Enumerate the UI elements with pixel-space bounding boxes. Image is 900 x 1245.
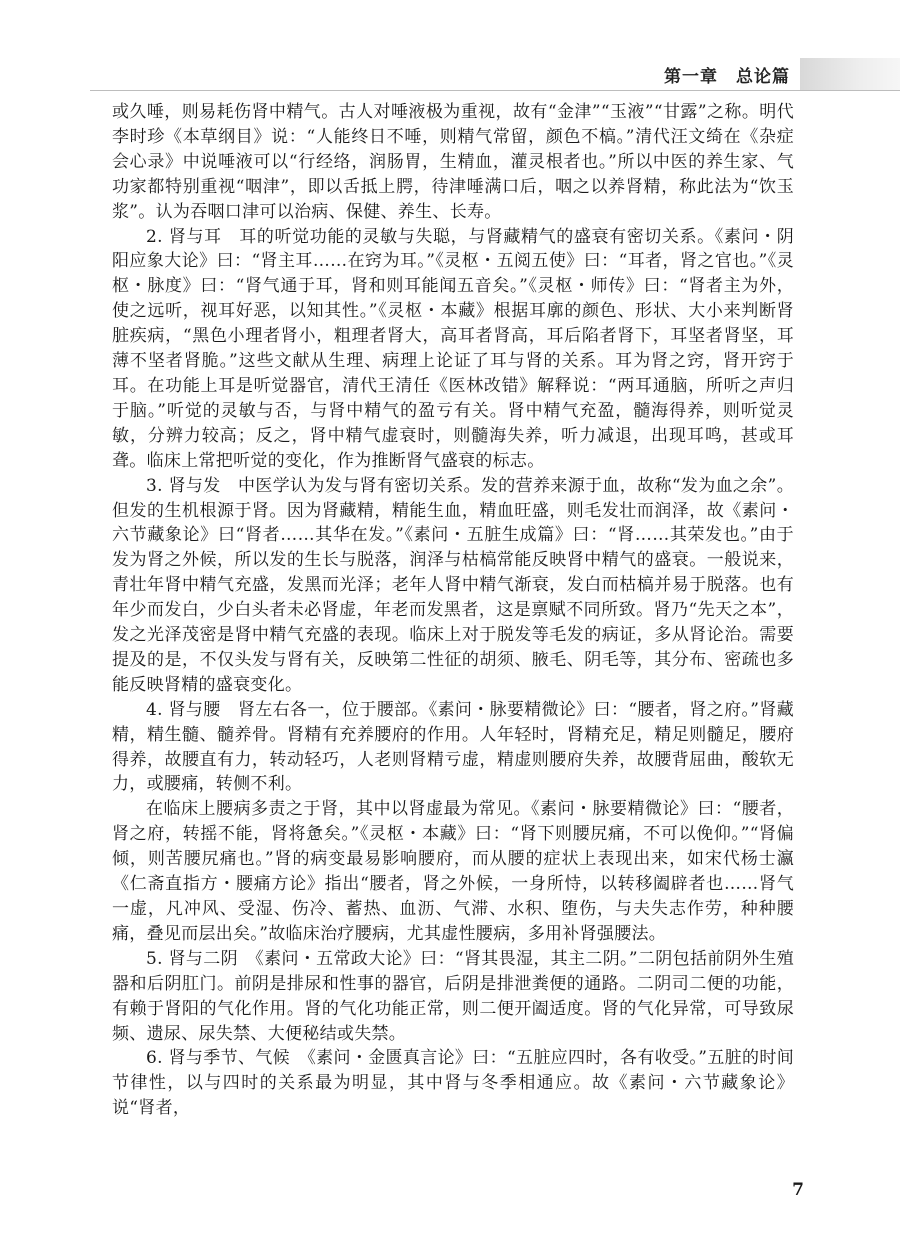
paragraph: 2. 肾与耳 耳的听觉功能的灵敏与失聪，与肾藏精气的盛衰有密切关系。《素问・阴阳应象大论》曰：“肾主耳……在窍为耳。”《灵枢・五阅五使》曰：“耳者，肾之官也。”《灵枢・脉度》曰：“肾气通于耳，肾和则耳能闻五音矣。”《灵枢・师传》曰：“肾者主为外，使之远听，视耳好恶，以知其性。”《灵枢・本藏》根据耳廓的颜色、形状、大小来判断肾脏疾病，“黑色小理者肾小，粗理者肾大，高耳者肾高，耳后陷者肾下，耳坚者肾坚，耳薄不坚者肾脆。”这些文献从生理、病理上论证了耳与肾的关系。耳为肾之窍，肾开窍于耳。在功能上耳是听觉器官，清代王清任《医林改错》解释说：“两耳通脑，所听之声归于脑。”听觉的灵敏与否，与肾中精气的盈亏有关。肾中精气充盈，髓海得养，则听觉灵敏，分辨力较高；反之，肾中精气虚衰时，则髓海失养，听力减退，出现耳鸣，甚或耳聋。临床上常把听觉的变化，作为推断肾气盛衰的标志。 — [112, 226, 794, 471]
running-header — [0, 56, 900, 96]
header-tab-decoration — [800, 58, 900, 90]
paragraph: 6. 肾与季节、气候 《素问・金匮真言论》曰：“五脏应四时，各有收受。”五脏的时间节律性，以与四时的关系最为明显，其中肾与冬季相通应。故《素问・六节藏象论》说“肾者， — [112, 1048, 794, 1119]
paragraph: 4. 肾与腰 肾左右各一，位于腰部。《素问・脉要精微论》曰：“腰者，肾之府。”肾藏精，精生髓、髓养骨。肾精有充养腰府的作用。人年轻时，肾精充足，精足则髓足，腰府得养，故腰直有力，转动轻巧，人老则肾精亏虚，精虚则腰府失养，故腰背屈曲，酸软无力，或腰痛，转侧不利。 — [112, 699, 794, 795]
header-rule — [90, 90, 900, 91]
paragraph: 在临床上腰病多责之于肾，其中以肾虚最为常见。《素问・脉要精微论》曰：“腰者，肾之府，转摇不能，肾将惫矣。”《灵枢・本藏》曰：“肾下则腰尻痛，不可以俛仰。”“肾偏倾，则苦腰尻痛也。”肾的病变最易影响腰府，而从腰的症状上表现出来，如宋代杨士瀛《仁斋直指方・腰痛方论》指出“腰者，肾之外候，一身所恃，以转移阖辟者也……肾气一虚，凡冲风、受湿、伤冷、蓄热、血沥、气滞、水积、堕伤，与夫失志作劳，种种腰痛，叠见而层出矣。”故临床治疗腰病，尤其虚性腰病，多用补肾强腰法。 — [112, 799, 794, 944]
body-text — [112, 100, 794, 1121]
page-number: 7 — [792, 1180, 804, 1200]
chapter-title: 第一章 总论篇 — [664, 67, 790, 87]
paragraph: 5. 肾与二阴 《素问・五常政大论》曰：“肾其畏湿，其主二阴。”二阴包括前阴外生殖器和后阴肛门。前阴是排尿和性事的器官，后阴是排泄粪便的通路。二阴司二便的功能，有赖于肾阳的气化作用。肾的气化功能正常，则二便开阖适度。肾的气化异常，可导致尿频、遗尿、尿失禁、大便秘结或失禁。 — [112, 948, 794, 1044]
paragraph: 3. 肾与发 中医学认为发与肾有密切关系。发的营养来源于血，故称“发为血之余”。但发的生机根源于肾。因为肾藏精，精能生血，精血旺盛，则毛发壮而润泽，故《素问・六节藏象论》曰“肾者……其华在发。”《素问・五脏生成篇》曰：“肾……其荣发也。”由于发为肾之外候，所以发的生长与脱落，润泽与枯槁常能反映肾中精气的盛衰。一般说来，青壮年肾中精气充盛，发黑而光泽；老年人肾中精气渐衰，发白而枯槁并易于脱落。也有年少而发白，少白头者未必肾虚，年老而发黑者，这是禀赋不同所致。肾乃“先天之本”，发之光泽茂密是肾中精气充盛的表现。临床上对于脱发等毛发的病证，多从肾论治。需要提及的是，不仅头发与肾有关，反映第二性征的胡须、腋毛、阴毛等，其分布、密疏也多能反映肾精的盛衰变化。 — [112, 475, 794, 695]
paragraph: 或久唾，则易耗伤肾中精气。古人对唾液极为重视，故有“金津”“玉液”“甘露”之称。明代李时珍《本草纲目》说：“人能终日不唾，则精气常留，颜色不槁。”清代汪文绮在《杂症会心录》中说唾液可以“行经络，润肠胃，生精血，灌灵根者也。”所以中医的养生家、气功家都特别重视“咽津”，即以舌抵上腭，待津唾满口后，咽之以养肾精，称此法为“饮玉浆”。认为吞咽口津可以治病、保健、养生、长寿。 — [112, 102, 794, 222]
